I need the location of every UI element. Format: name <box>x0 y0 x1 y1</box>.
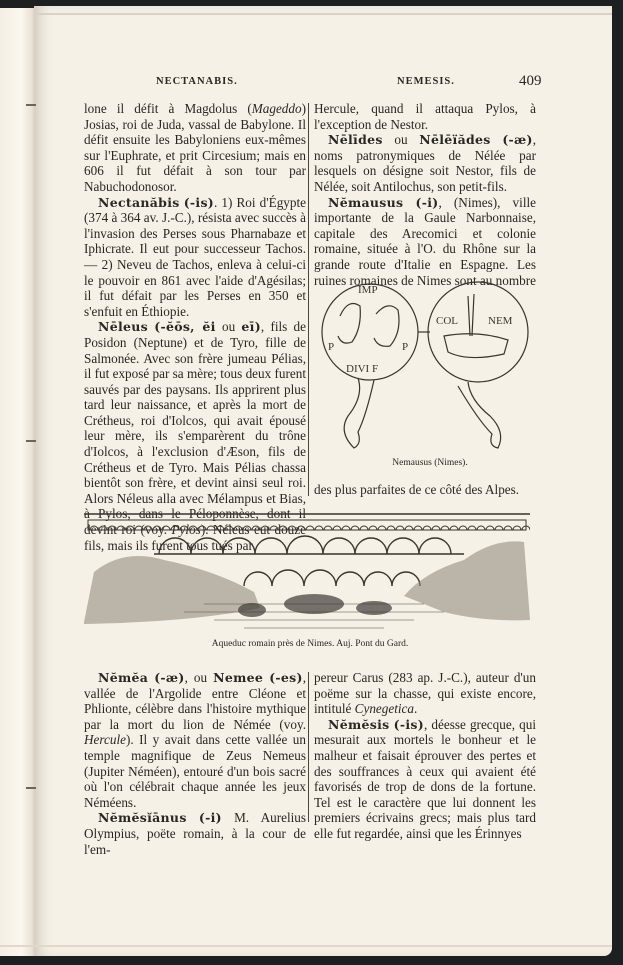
right-column-continuation <box>314 482 536 498</box>
headword: Nĕmĕa <box>98 670 149 685</box>
page-bottom-edge <box>0 945 612 947</box>
entry-nemausus: Nĕmausus (-i), (Nimes), ville importante de la Gaule Narbonnaise, capitale des Arecomici et colonie romaine, située à l'O. du Rhône sur la grande route d'Italie en Espagne. Les ruines romaines de Nimes sont au nombre <box>314 194 536 288</box>
binding-stitch <box>26 440 36 442</box>
entry-nectanabis: Nectanăbis (-is). 1) Roi d'Égypte (374 à 364 av. J.-C.), résista avec succès à l'invasion des Perses sous Pharnabaze et Iphicrate. Il eut pour successeur Tachos. — 2) Neveu de Tachos, enleva à celui-ci le pouvoir en 861 avec l'aide d'Agésilas; il fut défait par les Perses en 350 et s'enfuit en Éthiopie. <box>84 194 306 319</box>
continued-paragraph: lone il défit à Magdolus (Mageddo) Josias, roi de Juda, vassal de Babylone. Il défit ensuite les Babyloniens eux-mêmes sur l'Euphrate, et prit Circesium; mais en 606 il fut défait à son tour par Nabuchodonosor. <box>84 101 306 194</box>
coin-inscription-col: COL <box>436 315 458 327</box>
binding-stitch <box>26 787 36 789</box>
coin-reverse <box>428 282 528 382</box>
aqueduct-small-arch <box>405 526 413 530</box>
aqueduct-small-arch <box>423 526 431 530</box>
aqueduct-small-arch <box>495 526 503 530</box>
continued-text: des plus parfaites de ce côté des Alpes. <box>314 482 520 497</box>
aqueduct-small-arch <box>225 526 233 530</box>
book-binding-edge <box>0 8 36 956</box>
aqueduct-small-arch <box>432 526 440 530</box>
headword: Nectanăbis <box>98 194 180 210</box>
aqueduct-small-arch <box>99 526 107 530</box>
aqueduct-small-arch <box>459 526 467 530</box>
column-rule-top <box>308 103 309 496</box>
aqueduct-small-arch <box>252 526 260 530</box>
aqueduct-small-arch <box>243 526 251 530</box>
headword: Nĕmĕsis <box>328 716 390 732</box>
aqueduct-small-arch <box>360 526 368 530</box>
aqueduct-small-arch <box>180 526 188 530</box>
aqueduct-small-arch <box>468 526 476 530</box>
aqueduct-small-arch <box>450 526 458 530</box>
coin-inscription-imp: IMP <box>358 284 378 296</box>
aqueduct-small-arch <box>315 526 323 530</box>
column-rule-bottom <box>308 672 309 822</box>
page-number: 409 <box>519 73 542 89</box>
coin-inscription-p: P <box>402 341 409 353</box>
aqueduct-small-arch <box>234 526 242 530</box>
aqueduct-caption: Aqueduc romain près de Nimes. Auj. Pont du Gard. <box>211 639 409 649</box>
aqueduct-small-arch <box>216 526 224 530</box>
coin-hoof-left <box>344 378 374 448</box>
aqueduct-small-arch <box>153 526 161 530</box>
headword: Nēlīdes <box>328 132 383 148</box>
entry-nemea: Nĕmĕa (-æ), ou Nemee (-es), vallée de l'Argolide entre Cléone et Phlionte, célèbre dans l'histoire mythique par la mort du lion de Némée (voy. Hercule). Il y avait dans cette vallée un temple magnifique de Zeus Nemeus (Jupiter Néméen), entouré d'un bois sacré où l'on célébrait chaque année les jeux Néméens. <box>84 670 307 810</box>
aqueduct-small-arch <box>126 526 134 530</box>
entry-nemesianus: Nĕmĕsĭānus (-i) M. Aurelius Olympius, poëte romain, à la cour de l'em- <box>84 810 306 857</box>
coin-inscription-divif: DIVI F <box>346 363 379 375</box>
headword: Nēleus <box>98 319 149 335</box>
aqueduct-small-arch <box>198 526 206 530</box>
aqueduct-small-arch <box>513 526 521 530</box>
aqueduct-small-arch <box>477 526 485 530</box>
aqueduct-small-arch <box>333 526 341 530</box>
aqueduct-small-arch <box>441 526 449 530</box>
aqueduct-small-arch <box>108 526 116 530</box>
running-head-center: NEMESIS. <box>397 76 455 87</box>
right-column-bottom <box>314 670 536 842</box>
aqueduct-small-arch <box>288 526 296 530</box>
headword: Nĕmausus <box>328 194 404 210</box>
aqueduct-small-arch <box>504 526 512 530</box>
aqueduct-small-arch <box>414 526 422 530</box>
aqueduct-small-arch <box>171 526 179 530</box>
aqueduct-small-arch <box>306 526 314 530</box>
aqueduct-small-arch <box>207 526 215 530</box>
aqueduct-small-arch <box>117 526 125 530</box>
entry-nelides: Nēlīdes ou Nēlēïădes (-æ), noms patronymiques de Nélée par lesquels on désigne soit Nestor, fils de Nélée, soit Antilochus, son petit-fils. <box>314 132 537 194</box>
right-column-top <box>314 101 536 288</box>
aqueduct-small-arch <box>90 526 98 530</box>
coin-inscription-p: P <box>328 341 335 353</box>
coin-hoof-right <box>458 382 501 448</box>
aqueduct-small-arch <box>144 526 152 530</box>
page-top-edge <box>34 13 612 15</box>
aqueduct-small-arch <box>279 526 287 530</box>
aqueduct-small-arch <box>162 526 170 530</box>
coin-inscription-nem: NEM <box>488 315 513 327</box>
aqueduct-illustration <box>84 512 530 634</box>
aqueduct-small-arch <box>189 526 197 530</box>
entry-neleus: Nēleus (-ĕōs, ĕi ou eī), fils de Posidon (Neptune) et de Tyro, fille de Salmonée. Avec son frère jumeau Pélias, il fut exposé par sa mère; tous deux furent sauvés par des paysans. Ils apprirent plus tard leur naissance, et après la mort de Crétheus, roi d'Iolcos, qui avait épousé leur mère, ils s'emparèrent du trône d'Iolcos, à l'exclusion d'Æson, fils de Crétheus et de Tyro. Mais Pélias chassa bientôt son frère, et devint ainsi seul roi. Alors Néleus alla avec Mélampus et Bias, à Pylos, dans le Péloponnèse, dont il devint roi (voy. Pylos). Néleus eut douze fils, mais ils furent tous tués par <box>84 319 306 553</box>
aqueduct-small-arch <box>369 526 377 530</box>
aqueduct-small-arch <box>486 526 494 530</box>
continued-paragraph: pereur Carus (283 ap. J.-C.), auteur d'un poëme sur la chasse, qui existe encore, intitulé Cynegetica. <box>314 670 536 717</box>
coin-illustration <box>318 276 536 456</box>
aqueduct-small-arch <box>135 526 143 530</box>
left-column-top <box>84 101 306 553</box>
aqueduct-small-arch <box>396 526 404 530</box>
left-column-bottom <box>84 670 306 857</box>
aqueduct-small-arch <box>378 526 386 530</box>
aqueduct-small-arch <box>351 526 359 530</box>
aqueduct-small-arch <box>270 526 278 530</box>
entry-nemesis: Nĕmĕsis (-is), déesse grecque, qui mesurait aux mortels le bonheur et le malheur et faisait éprouver des pertes et des souffrances à ceux qui avaient été favorisés de trop de dons de la fortune. Tel est le caractère que lui donnent les premiers écrivains grecs; mais plus tard elle fut regardée, ainsi que les Érinnyes <box>314 716 536 841</box>
aqueduct-small-arch <box>324 526 332 530</box>
aqueduct-small-arch <box>297 526 305 530</box>
continued-paragraph: Hercule, quand il attaqua Pylos, à l'exception de Nestor. <box>314 101 536 132</box>
running-head-left: NECTANABIS. <box>156 76 238 87</box>
aqueduct-small-arch <box>387 526 395 530</box>
coin-caption: Nemausus (Nimes). <box>392 458 468 468</box>
aqueduct-small-arch <box>342 526 350 530</box>
headword: Nĕmĕsĭānus <box>98 810 187 826</box>
aqueduct-small-arch <box>261 526 269 530</box>
binding-stitch <box>26 104 36 106</box>
